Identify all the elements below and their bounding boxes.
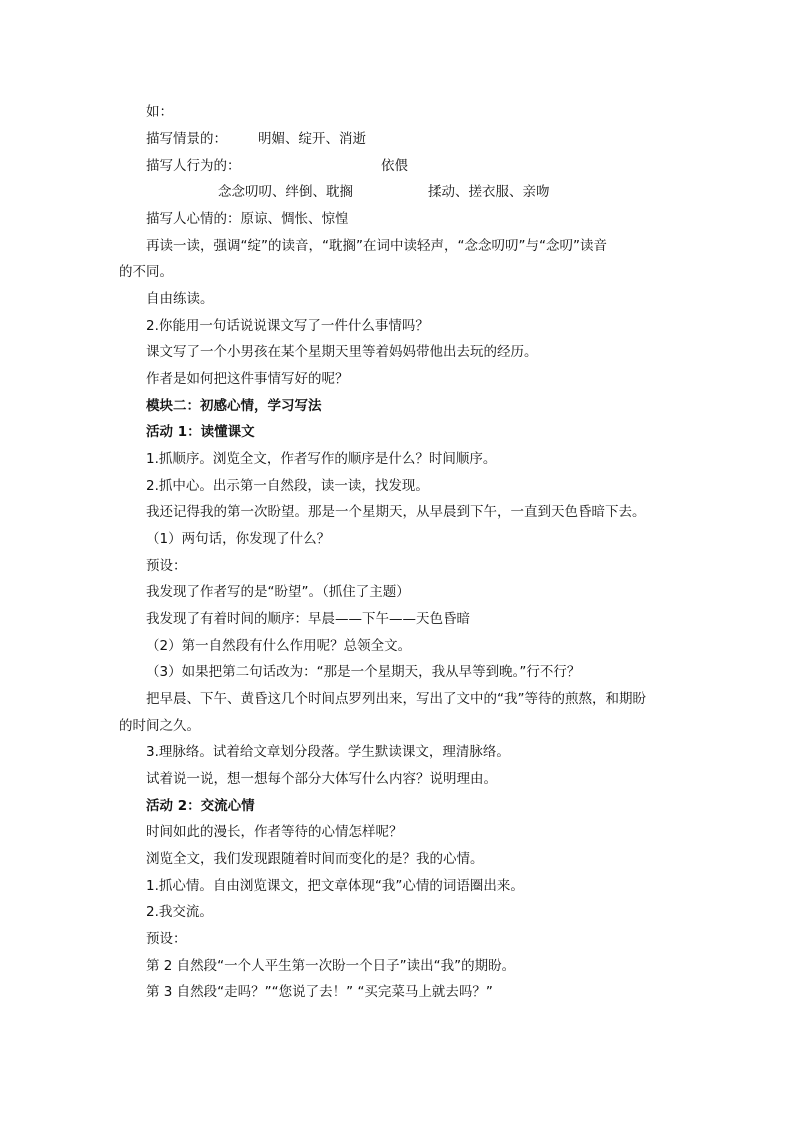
how-question: 作者是如何把这件事情写好的呢？ (146, 371, 349, 387)
explanation-line-2: 的时间之久。 (119, 718, 200, 734)
sub-question-1: （1）两句话，你发现了什么？ (146, 531, 331, 547)
time-question: 时间如此的漫长，作者等待的心情怎样呢？ (146, 824, 403, 840)
step-2: 2.抓中心。出示第一自然段，读一读，找发现。 (146, 478, 429, 494)
reread-line-2: 的不同。 (119, 264, 173, 280)
question-2: 2.你能用一句话说说课文写了一件什么事情吗？ (146, 318, 429, 334)
quote-line: 我还记得我的第一次盼望。那是一个星期天，从早晨到下午，一直到天色昏暗下去。 (146, 504, 646, 520)
step-1: 1.抓顺序。浏览全文，作者写作的顺序是什么？时间顺序。 (146, 451, 497, 467)
mood-step-2: 2.我交流。 (146, 904, 213, 920)
action-words-c: 揉动、搓衣服、亲吻 (428, 184, 550, 200)
free-read: 自由练读。 (146, 291, 214, 307)
explanation-line-1: 把早晨、下午、黄昏这几个时间点罗列出来，写出了文中的“我”等待的煎熬，和期盼 (146, 691, 646, 707)
browse-line: 浏览全文，我们发现跟随着时间而变化的是？我的心情。 (146, 851, 484, 867)
reread-line-1: 再读一读，强调“绽”的读音，“耽搁”在词中读轻声，“念念叨叨”与“念叨”读音 (146, 238, 607, 254)
answer-line: 课文写了一个小男孩在某个星期天里等着妈妈带他出去玩的经历。 (146, 344, 538, 360)
paragraph-2-note: 第 2 自然段“一个人平生第一次盼一个日子”读出“我”的期盼。 (146, 958, 516, 974)
finding-1: 我发现了作者写的是“盼望”。（抓住了主题） (146, 584, 410, 600)
scene-label: 描写情景的： (146, 131, 227, 147)
action-words-b: 念念叨叨、绊倒、耽搁 (218, 184, 353, 200)
activity-1-heading: 活动 1：读懂课文 (146, 424, 255, 440)
sub-question-2: （2）第一自然段有什么作用呢？总领全文。 (146, 638, 412, 654)
preset-label-2: 预设： (146, 931, 187, 947)
mood-step-1: 1.抓心情。自由浏览课文，把文章体现“我”心情的词语圈出来。 (146, 878, 524, 894)
sub-question-3: （3）如果把第二句话改为：“那是一个星期天，我从早等到晚。”行不行？ (146, 664, 581, 680)
example-intro: 如： (146, 104, 173, 120)
activity-2-heading: 活动 2：交流心情 (146, 798, 255, 814)
scene-words: 明媚、绽开、消逝 (258, 131, 366, 147)
preset-label-1: 预设： (146, 558, 187, 574)
paragraph-3-note: 第 3 自然段“走吗？”“您说了去！” “买完菜马上就去吗？” (146, 984, 493, 1000)
try-line: 试着说一说，想一想每个部分大体写什么内容？说明理由。 (146, 771, 497, 787)
mood-words: 描写人心情的：原谅、惆怅、惊惶 (146, 211, 349, 227)
step-3: 3.理脉络。试着给文章划分段落。学生默读课文，理清脉络。 (146, 744, 510, 760)
module-2-heading: 模块二：初感心情，学习写法 (146, 398, 322, 414)
finding-2: 我发现了有着时间的顺序：早晨——下午——天色昏暗 (146, 611, 470, 627)
action-word-a: 依偎 (381, 158, 408, 174)
action-label: 描写人行为的： (146, 158, 241, 174)
